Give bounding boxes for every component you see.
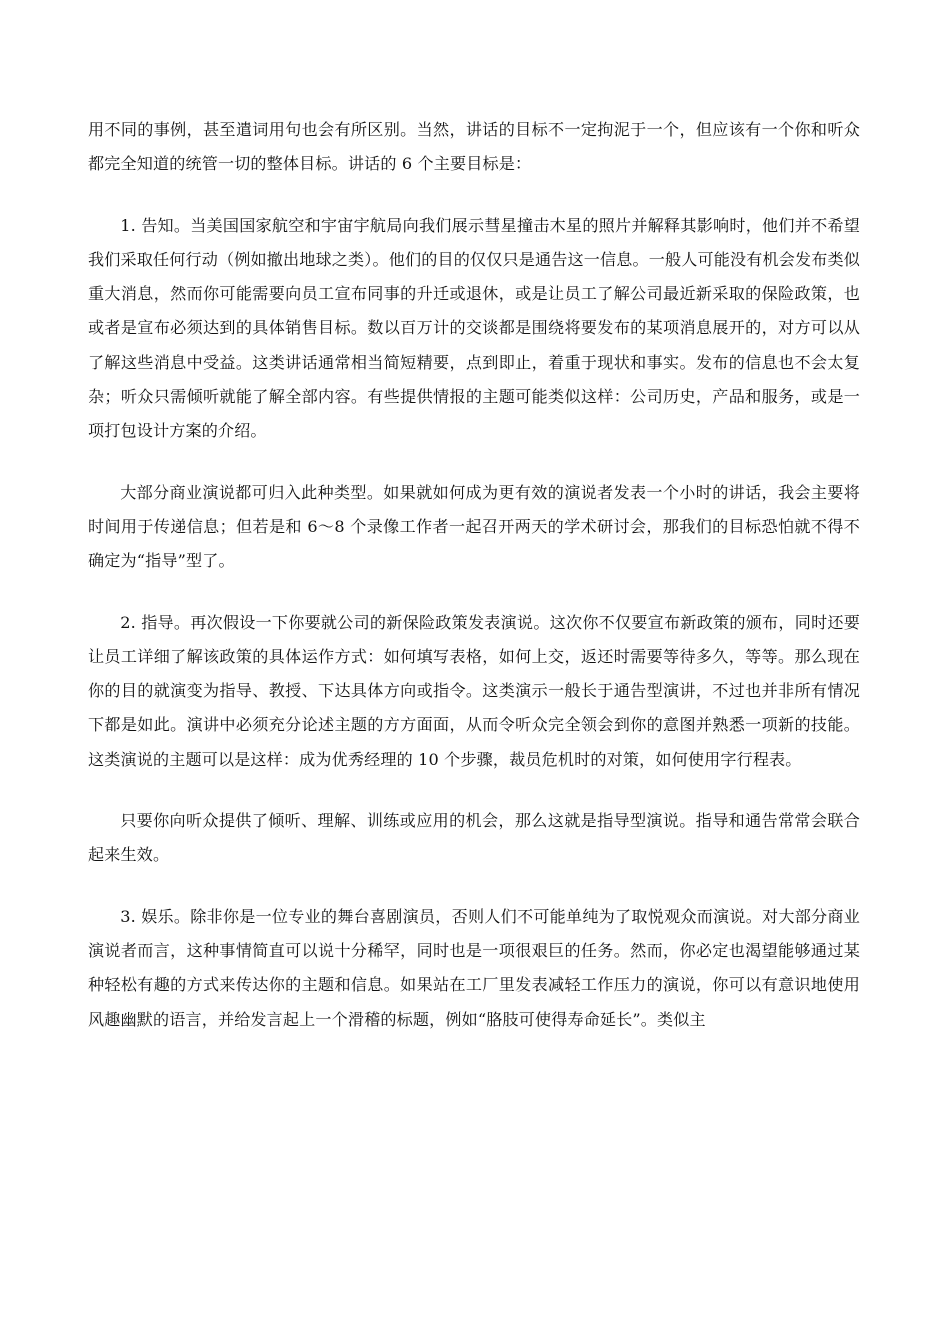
document-body [88, 113, 860, 1064]
paragraph-intro-continued: 用不同的事例，甚至遣词用句也会有所区别。当然，讲话的目标不一定拘泥于一个，但应该有一个你和听众都完全知道的统管一切的整体目标。讲话的 6 个主要目标是： [88, 120, 860, 174]
paragraph-goal-inform: 1. 告知。当美国国家航空和宇宙宇航局向我们展示彗星撞击木星的照片并解释其影响时，他们并不希望我们采取任何行动（例如撤出地球之类）。他们的目的仅仅只是通告这一信息。一般人可能没有机会发布类似重大消息，然而你可能需要向员工宣布同事的升迁或退休，或是让员工了解公司最近新采取的保险政策，也或者是宣布必须达到的具体销售目标。数以百万计的交谈都是围绕将要发布的某项消息展开的，对方可以从了解这些消息中受益。这类讲话通常相当简短精要，点到即止，着重于现状和事实。发布的信息也不会太复杂；听众只需倾听就能了解全部内容。有些提供情报的主题可能类似这样：公司历史，产品和服务，或是一项打包设计方案的介绍。 [88, 215, 860, 441]
paragraph-instruct-summary: 只要你向听众提供了倾听、理解、训练或应用的机会，那么这就是指导型演说。指导和通告常常会联合起来生效。 [88, 811, 860, 865]
paragraph-goal-instruct: 2. 指导。再次假设一下你要就公司的新保险政策发表演说。这次你不仅要宣布新政策的颁布，同时还要让员工详细了解该政策的具体运作方式：如何填写表格，如何上交，返还时需要等待多久，等等。那么现在你的目的就演变为指导、教授、下达具体方向或指令。这类演示一般长于通告型演讲，不过也并非所有情况下都是如此。演讲中必须充分论述主题的方方面面，从而令听众完全领会到你的意图并熟悉一项新的技能。这类演说的主题可以是这样：成为优秀经理的 10 个步骤，裁员危机时的对策，如何使用字行程表。 [88, 612, 860, 769]
paragraph-goal-entertain: 3. 娱乐。除非你是一位专业的舞台喜剧演员，否则人们不可能单纯为了取悦观众而演说。对大部分商业演说者而言，这种事情简直可以说十分稀罕，同时也是一项很艰巨的任务。然而，你必定也渴望能够通过某种轻松有趣的方式来传达你的主题和信息。如果站在工厂里发表减轻工作压力的演说，你可以有意识地使用风趣幽默的语言，并给发言起上一个滑稽的标题，例如“胳肢可使得寿命延长”。类似主 [88, 906, 860, 1029]
paragraph-business-speech: 大部分商业演说都可归入此种类型。如果就如何成为更有效的演说者发表一个小时的讲话，我会主要将时间用于传递信息；但若是和 6～8 个录像工作者一起召开两天的学术研讨会，那我们的目标恐怕就不得不确定为“指导”型了。 [88, 482, 860, 571]
